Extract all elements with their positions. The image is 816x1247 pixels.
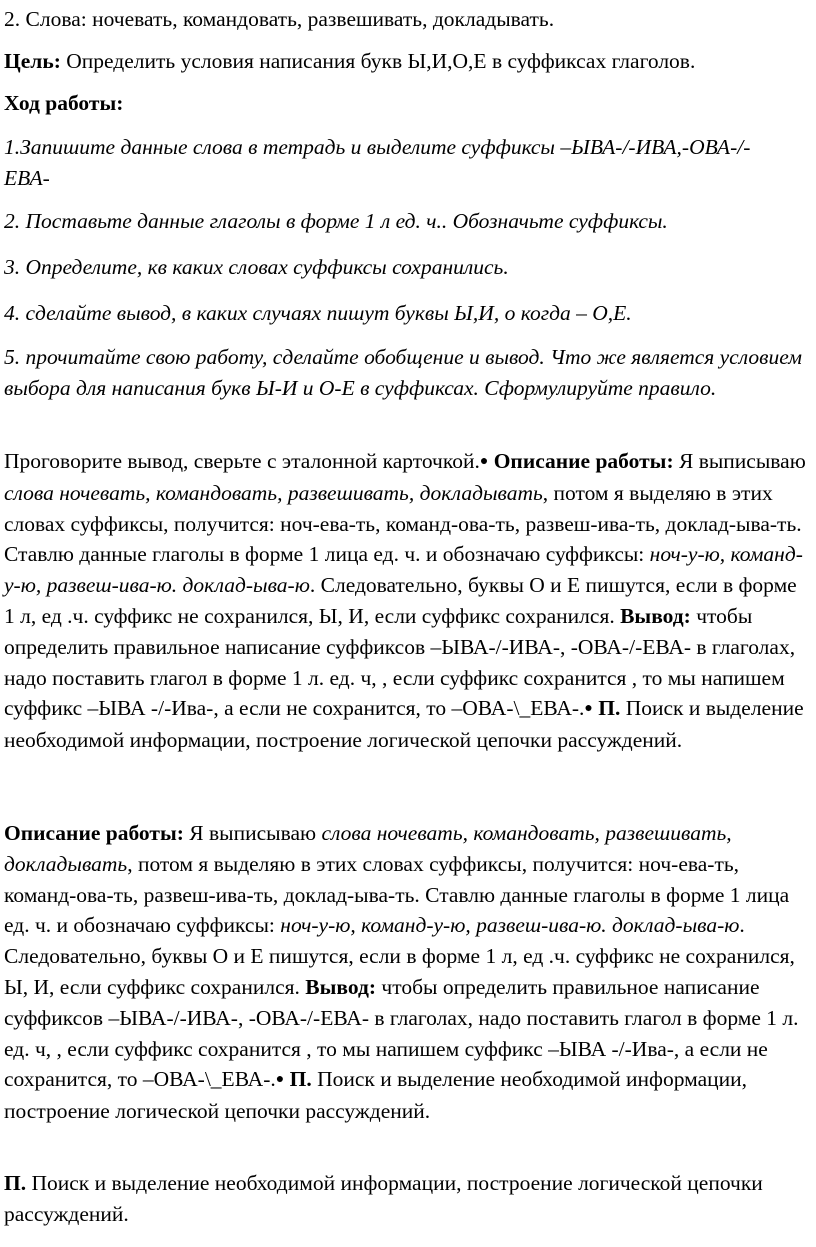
final-text: Поиск и выделение необходимой информации, построение логической цепочки рассуждений. [4, 1171, 763, 1226]
description-text: . Следовательно, буквы О и Е пишутся, если в форме 1 л, ед .ч. суффикс не сохранился, Ы, И, если суффикс сохранился. [4, 573, 797, 628]
progress-heading: Ход работы: [4, 91, 124, 115]
description-label: Описание работы: [493, 449, 674, 473]
step-4: 4. сделайте вывод, в каких случаях пишут буквы Ы,И, о когда – О,Е. [4, 301, 632, 325]
description-words-italic: слова ночевать, командовать, развешивать, докладывать [4, 480, 543, 505]
conclusion-text: чтобы определить правильное написание суффиксов –ЫВА-/-ИВА-, -ОВА-/-ЕВА- в глаголах, надо поставить глагол в форме 1 л. ед. ч, , если суффикс сохранится , то мы напишем суффикс –ЫВА -/-Ива-, а если не сохранится, то –ОВА-\_ЕВА-. [4, 974, 799, 1092]
goal-paragraph [4, 46, 810, 77]
p-label: П. [592, 696, 621, 721]
description-text: , потом я выделяю в этих словах суффиксы, получится: ноч-ева-ть, команд-ова-ть, развеш-ива-ть, доклад-ыва-ть. Ставлю данные глаголы в форме 1 лица ед. ч. и обозначаю суффиксы: [4, 480, 802, 567]
conclusion-text: чтобы определить правильное написание суффиксов –ЫВА-/-ИВА-, -ОВА-/-ЕВА- в глаголах, надо поставить глагол в форме 1 л. ед. ч, , если суффикс сохранится , то мы напишем суффикс –ЫВА -/-Ива-, а если не сохранится, то –ОВА-\_ЕВА-. [4, 603, 796, 721]
words-line [4, 4, 810, 35]
description-text: , потом я выделяю в этих словах суффиксы, получится: ноч-ева-ть, команд-ова-ть, развеш-ива-ть, доклад-ыва-ть. Ставлю данные глаголы в форме 1 лица ед. ч. и обозначаю суффиксы: [4, 851, 790, 938]
description-words-italic: слова ночевать, командовать, развешивать, докладывать [4, 821, 732, 876]
conclusion-label: Вывод: [305, 974, 377, 999]
work-description-block-1 [4, 446, 810, 756]
final-paragraph [4, 1168, 810, 1229]
step-1: 1.Запишите данные слова в тетрадь и выделите суффиксы –ЫВА-/-ИВА,-ОВА-/-ЕВА- [4, 135, 751, 190]
bullet-icon: ● [584, 701, 593, 717]
goal-label: Цель: [4, 49, 61, 73]
description-label: Описание работы: [4, 821, 184, 845]
goal-text: Определить условия написания букв Ы,И,О,Е в суффиксах глаголов. [60, 49, 696, 73]
intro-text: Проговорите вывод, сверьте с эталонной карточкой. [4, 449, 480, 473]
bullet-icon: ● [479, 454, 489, 469]
step-3: 3. Определите, кв каких словах суффиксы сохранились. [4, 255, 509, 279]
words-line-text: 2. Слова: ночевать, командовать, развешивать, докладывать. [4, 7, 555, 31]
conclusion-label: Вывод: [620, 603, 691, 628]
description-forms-italic: ноч-у-ю, команд-у-ю, развеш-ива-ю. доклад-ыва-ю [4, 542, 803, 598]
p-text: Поиск и выделение необходимой информации, построение логической цепочки рассуждений. [4, 696, 804, 753]
description-text: Я выписываю [673, 449, 806, 473]
description-text: Я выписываю [183, 821, 322, 845]
final-p-label: П. [4, 1171, 27, 1195]
step-2: 2. Поставьте данные глаголы в форме 1 л ед. ч.. Обозначьте суффиксы. [4, 209, 668, 233]
step-5: 5. прочитайте свою работу, сделайте обобщение и вывод. Что же является условием выбора для написания букв Ы-И и О-Е в суффиксах. Сформулируйте правило. [4, 345, 802, 400]
work-description-block-2 [4, 818, 810, 1127]
bullet-icon: ● [275, 1072, 285, 1088]
description-text: . Следовательно, буквы О и Е пишутся, если в форме 1 л, ед .ч. суффикс не сохранился, Ы, И, если суффикс сохранился. [4, 913, 795, 999]
p-text: Поиск и выделение необходимой информации, построение логической цепочки рассуждений. [4, 1067, 748, 1124]
p-label: П. [284, 1067, 312, 1092]
description-forms-italic: ноч-у-ю, команд-у-ю, развеш-ива-ю. доклад-ыва-ю [280, 913, 740, 938]
